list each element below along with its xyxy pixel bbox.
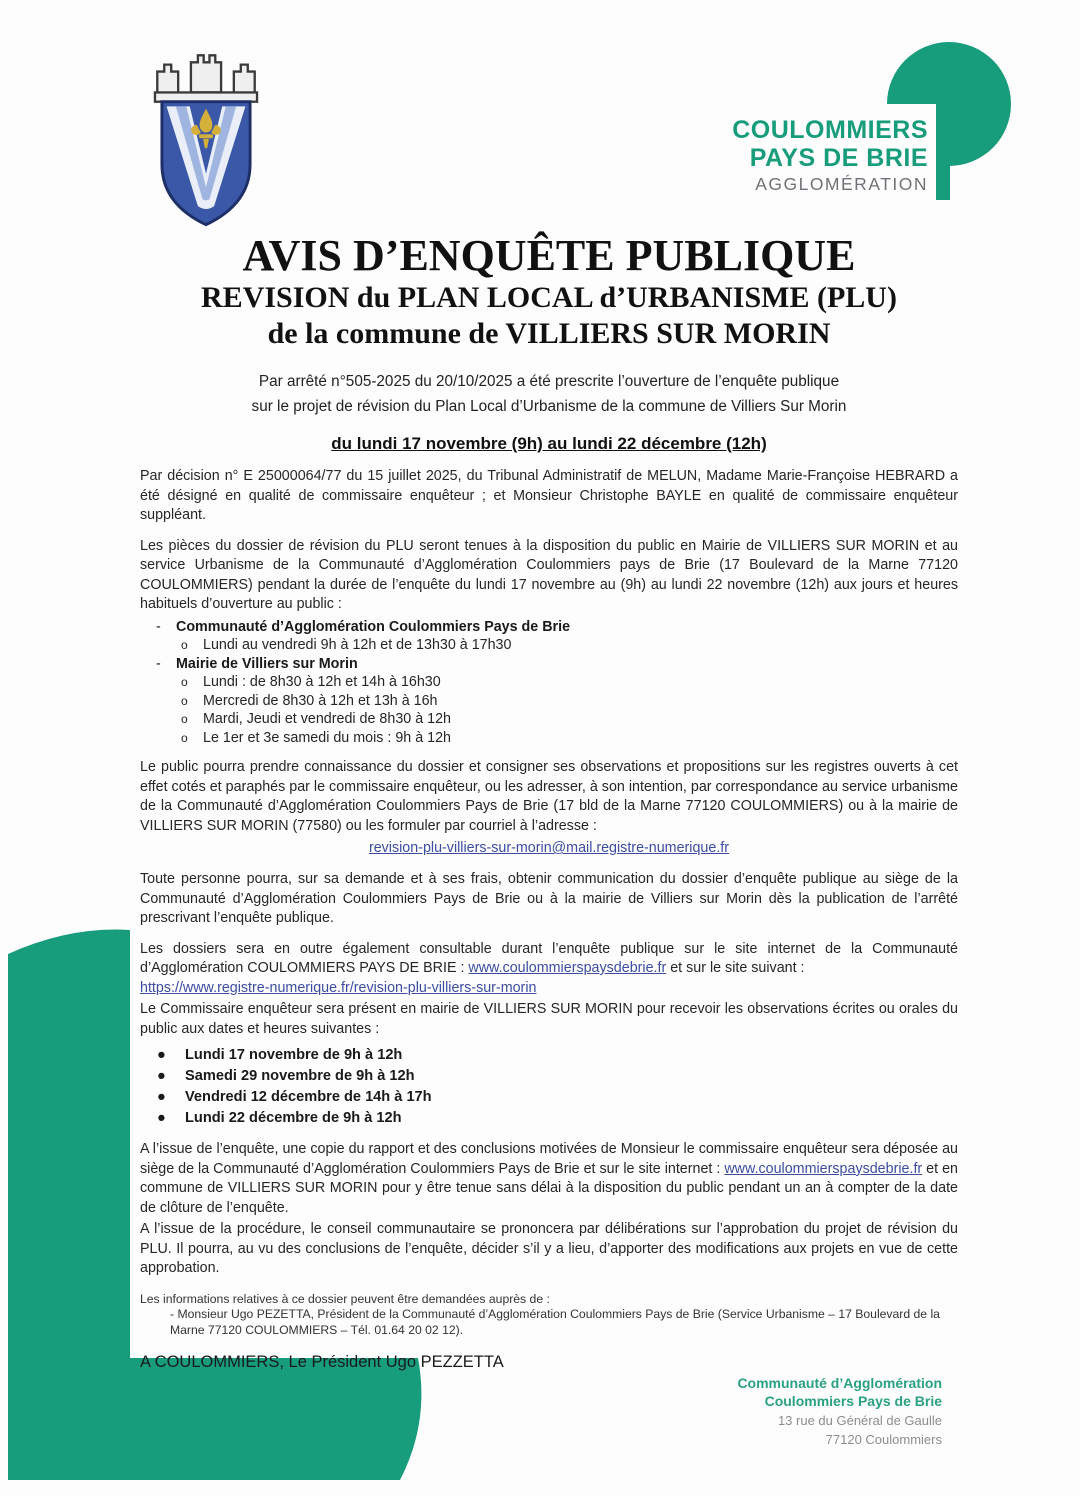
villiers-coat-of-arms-icon xyxy=(148,52,264,228)
public-notice-paragraph: Le public pourra prendre connaissance du dossier et consigner ses observations et propositions sur les registres ouverts à cet effet cotés et paraphés par le commissaire enquêteur, ou les adresser, à son intention, par correspondance au service urbanisme de la Communauté d’Agglomération Coulommiers Pays de Brie (17 bld de la Marne 77120 COULOMMIERS) ou à la mairie de VILLIERS SUR MORIN (77580) ou les formuler par courriel à l’adresse : xyxy=(140,759,958,834)
circle-bullet-icon: o xyxy=(181,675,188,689)
brand-line3: AGGLOMÉRATION xyxy=(755,174,928,194)
issue-text-2: et en commune de VILLIERS SUR MORIN pour y être tenue sans délai à la disposition du public pendant un an à compter de la date de clôture de l’enquête. xyxy=(140,1160,958,1216)
brand-wordmark xyxy=(732,118,928,194)
document-body xyxy=(140,232,958,1372)
disc-bullet-icon: ● xyxy=(157,1047,166,1063)
info-contact: - Monsieur Ugo PEZETTA, Président de la Communauté d’Agglomération Coulommiers Pays de Brie (Service Urbanisme – 17 Boulevard de la Marne 77120 COULOMMIERS – Tél. 01.64 20 02 12). xyxy=(170,1307,940,1337)
footer-address-line1: 13 rue du Général de Gaulle xyxy=(777,1413,942,1428)
registre-numerique-link[interactable]: https://www.registre-numerique.fr/revision-plu-villiers-sur-morin xyxy=(140,979,537,996)
pieces-paragraph: Les pièces du dossier de révision du PLU seront tenues à la disposition du public en Mairie de VILLIERS SUR MORIN et au service Urbanisme de la Communauté d’Agglomération Coulommiers pays de Brie (17 Boulevard de la Marne 77120 COULOMMIERS) pendant la durée de l’enquête du lundi 17 novembre au (9h) au lundi 22 novembre (12h) aux jours et heures habituels d’ouverture au public : xyxy=(140,537,958,612)
list-item xyxy=(140,673,958,692)
meeting-dates-list xyxy=(140,1045,958,1129)
email-link[interactable]: revision-plu-villiers-sur-morin@mail.registre-numerique.fr xyxy=(368,840,730,856)
disc-bullet-icon: ● xyxy=(157,1089,166,1105)
intro-paragraph xyxy=(140,369,958,419)
disc-bullet-icon: ● xyxy=(157,1110,166,1126)
info-fine-print xyxy=(140,1292,958,1339)
decision-paragraph: Par décision n° E 25000064/77 du 15 juillet 2025, du Tribunal Administratif de MELUN, Madame Marie-Françoise HEBRARD a été désigné en qualité de commissaire enquêteur ; et Monsieur Christophe BAYLE en qualité de commissaire enquêteur suppléant. xyxy=(140,468,958,523)
dossiers-text-2: et sur le site suivant : xyxy=(666,960,805,976)
agglo-website-link[interactable]: www.coulommierspaysdebrie.fr xyxy=(468,960,667,976)
list-item-label: Lundi : de 8h30 à 12h et 14h à 16h30 xyxy=(203,674,441,690)
dossiers-text-1: Les dossiers sera en outre également consultable durant l’enquête publique sur le site internet de la Communauté d’Agglomération COULOMMIERS PAYS DE BRIE : xyxy=(140,940,958,976)
info-intro: Les informations relatives à ce dossier peuvent être demandées auprès de : xyxy=(140,1291,550,1306)
inquiry-date-range: du lundi 17 novembre (9h) au lundi 22 décembre (12h) xyxy=(331,434,767,453)
list-item-label: Samedi 29 novembre de 9h à 12h xyxy=(185,1068,415,1084)
page-title: AVIS D’ENQUÊTE PUBLIQUE xyxy=(242,231,856,280)
intro-line2: sur le projet de révision du Plan Local d’Urbanisme de la commune de Villiers Sur Morin xyxy=(251,398,847,415)
brand-line2: PAYS DE BRIE xyxy=(749,144,928,172)
issue-enquete-paragraph xyxy=(140,1140,958,1218)
list-item-label: Lundi au vendredi 9h à 12h et de 13h30 à 17h30 xyxy=(203,637,512,653)
intro-line1: Par arrêté n°505-2025 du 20/10/2025 a été prescrite l’ouverture de l’enquête publique xyxy=(258,373,840,390)
commissaire-paragraph: Le Commissaire enquêteur sera présent en mairie de VILLIERS SUR MORIN pour recevoir les observations écrites ou orales du public aux dates et heures suivantes : xyxy=(140,1001,958,1037)
page-subtitle-2: de la commune de VILLIERS SUR MORIN xyxy=(267,317,831,350)
list-item-label: Lundi 22 décembre de 9h à 12h xyxy=(185,1110,402,1126)
footer-address-line2: 77120 Coulommiers xyxy=(825,1432,942,1447)
list-item xyxy=(140,710,958,729)
circle-bullet-icon: o xyxy=(181,638,188,652)
footer-org-line1: Communauté d’Agglomération xyxy=(737,1375,942,1391)
list-item-label: Mercredi de 8h30 à 12h et 13h à 16h xyxy=(203,692,438,709)
list-item xyxy=(140,692,958,711)
registre-url-line xyxy=(140,979,958,999)
circle-bullet-icon: o xyxy=(181,712,188,726)
footer-address-block xyxy=(737,1372,942,1446)
list-item xyxy=(140,1066,958,1087)
list-item xyxy=(140,655,958,674)
list-item xyxy=(140,1045,958,1066)
availability-list xyxy=(140,618,958,748)
toute-personne-paragraph: Toute personne pourra, sur sa demande et à ses frais, obtenir communication du dossier d’enquête publique au siège de la Communauté d’Agglomération Coulommiers Pays de Brie ou à la mairie de Villiers sur Morin dès la publication de l’arrêté prescrivant l’enquête publique. xyxy=(140,871,958,926)
list-item-label: Le 1er et 3e samedi du mois : 9h à 12h xyxy=(203,729,451,746)
email-line xyxy=(140,838,958,859)
circle-bullet-icon: o xyxy=(181,730,188,745)
dash-bullet-icon: - xyxy=(156,618,161,635)
list-item xyxy=(140,729,958,748)
dossiers-paragraph xyxy=(140,940,958,979)
disc-bullet-icon: ● xyxy=(157,1068,166,1084)
page-subtitle-1: REVISION du PLAN LOCAL d’URBANISME (PLU) xyxy=(201,281,897,314)
signature-line: A COULOMMIERS, Le Président Ugo PEZZETTA xyxy=(140,1353,504,1371)
list-item-label: Communauté d’Agglomération Coulommiers Pays de Brie xyxy=(176,618,571,635)
issue-text-1: A l’issue de l’enquête, une copie du rapport et des conclusions motivées de Monsieur le commissaire enquêteur sera déposée au siège de la Communauté d’Agglomération Coulommiers Pays de Brie et sur le site internet : xyxy=(140,1141,958,1177)
dash-bullet-icon: - xyxy=(156,655,161,672)
list-item-label: Mardi, Jeudi et vendredi de 8h30 à 12h xyxy=(203,711,451,727)
circle-bullet-icon: o xyxy=(181,693,188,708)
list-item-label: Lundi 17 novembre de 9h à 12h xyxy=(185,1047,403,1063)
list-item xyxy=(140,636,958,655)
footer-org-line2: Coulommiers Pays de Brie xyxy=(764,1393,942,1409)
list-item xyxy=(140,1087,958,1108)
list-item-label: Mairie de Villiers sur Morin xyxy=(176,655,358,672)
issue-procedure-paragraph: A l’issue de la procédure, le conseil communautaire se prononcera par délibérations sur l’approbation du projet de révision du PLU. Il pourra, au vu des conclusions de l’enquête, décider s’il y a lieu, d’apporter des modifications aux projets en vue de cette approbation. xyxy=(140,1221,958,1276)
agglo-website-link-2[interactable]: www.coulommierspaysdebrie.fr xyxy=(724,1160,923,1177)
list-item xyxy=(140,1108,958,1129)
list-item-label: Vendredi 12 décembre de 14h à 17h xyxy=(185,1089,432,1105)
list-item xyxy=(140,618,958,637)
brand-line1: COULOMMIERS xyxy=(732,116,928,144)
